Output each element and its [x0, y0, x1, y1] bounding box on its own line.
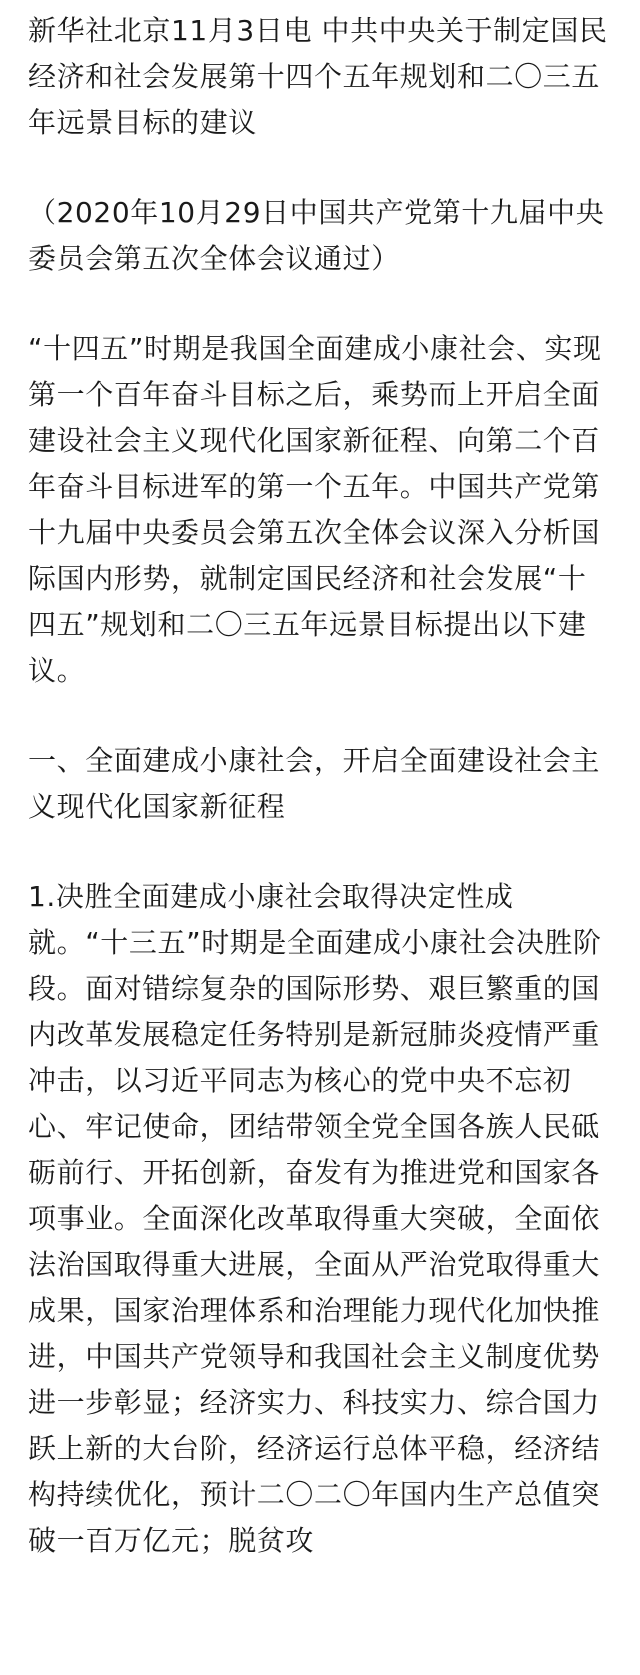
body-paragraph: 1.决胜全面建成小康社会取得决定性成就。“十三五”时期是全面建成小康社会决胜阶段。面对错综复杂的国际形势、艰巨繁重的国内改革发展稳定任务特别是新冠肺炎疫情严重冲击，以习近平同志为核心的党中央不忘初心、牢记使命，团结带领全党全国各族人民砥砺前行、开拓创新，奋发有为推进党和国家各项事业。全面深化改革取得重大突破，全面依法治国取得重大进展，全面从严治党取得重大成果，国家治理体系和治理能力现代化加快推进，中国共产党领导和我国社会主义制度优势进一步彰显；经济实力、科技实力、综合国力跃上新的大台阶，经济运行总体平稳，经济结构持续优化，预计二〇二〇年国内生产总值突破一百万亿元；脱贫攻 [28, 880, 602, 1557]
paragraph-spacer [28, 830, 612, 874]
section-heading: 一、全面建成小康社会，开启全面建设社会主义现代化国家新征程 [28, 744, 601, 823]
article-dateline-title: 新华社北京11月3日电 中共中央关于制定国民经济和社会发展第十四个五年规划和二〇三五年远景目标的建议 [28, 14, 608, 139]
intro-paragraph: “十四五”时期是我国全面建成小康社会、实现第一个百年奋斗目标之后，乘势而上开启全面建设社会主义现代化国家新征程、向第二个百年奋斗目标进军的第一个五年。中国共产党第十九届中央委员会第五次全体会议深入分析国际国内形势，就制定国民经济和社会发展“十四五”规划和二〇三五年远景目标提出以下建议。 [28, 332, 602, 687]
paragraph-spacer [28, 694, 612, 738]
adoption-note: （2020年10月29日中国共产党第十九届中央委员会第五次全体会议通过） [28, 196, 605, 275]
paragraph-spacer [28, 146, 612, 190]
paragraph-spacer [28, 282, 612, 326]
